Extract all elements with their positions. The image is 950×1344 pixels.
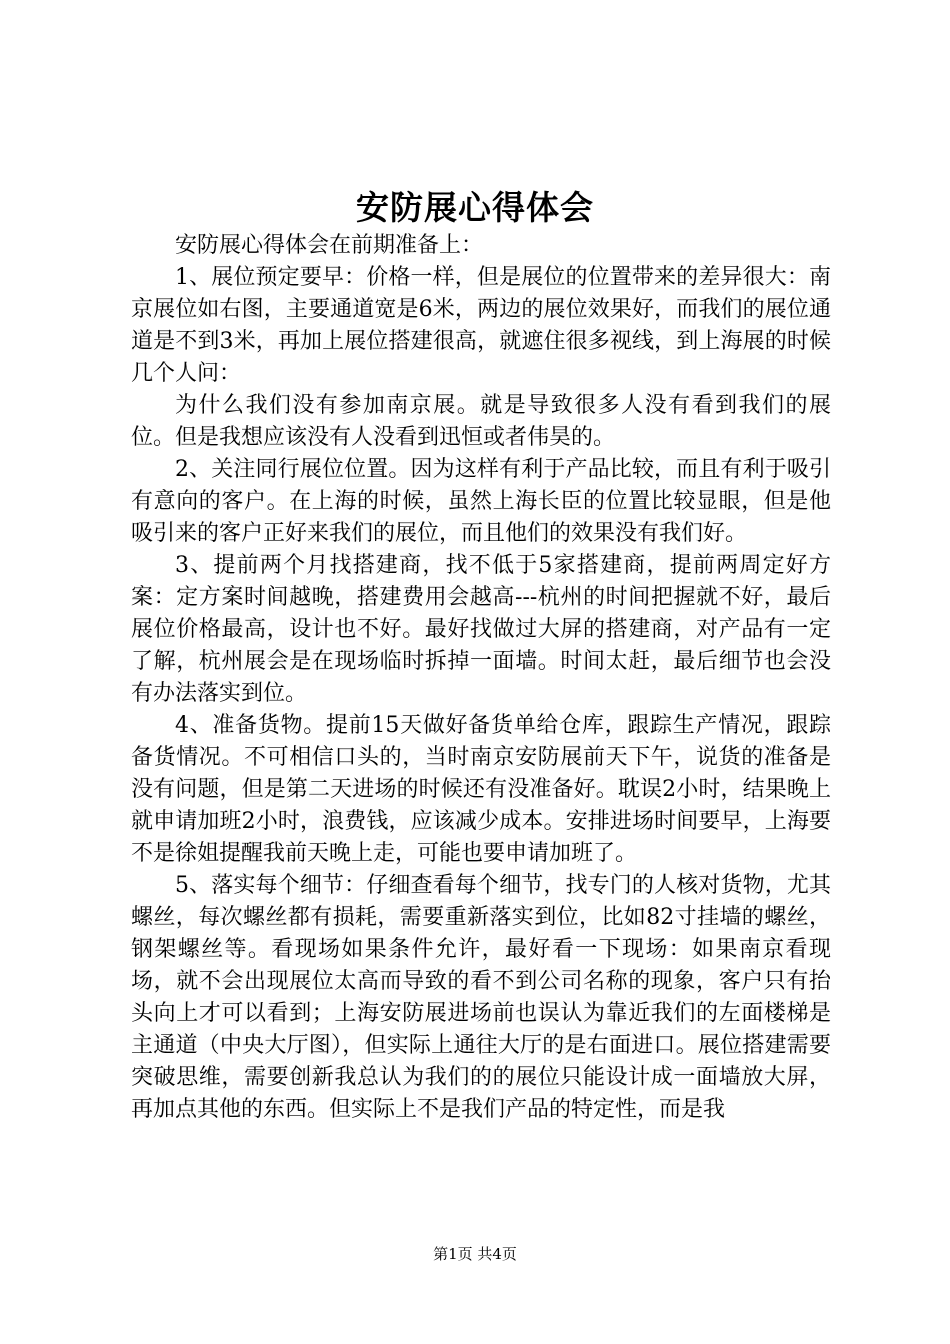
document-body (131, 230, 831, 1126)
document-title: 安防展心得体会 (356, 188, 594, 227)
paragraph-point-5: 5、落实每个细节：仔细查看每个细节，找专门的人核对货物，尤其螺丝，每次螺丝都有损耗，需要重新落实到位，比如82寸挂墙的螺丝，钢架螺丝等。看现场如果条件允许，最好看一下现场：如果南京看现场，就不会出现展位太高而导致的看不到公司名称的现象，客户只有抬头向上才可以看到；上海安防展进场前也误认为靠近我们的左面楼梯是主通道（中央大厅图），但实际上通往大厅的是右面进口。展位搭建需要突破思维，需要创新我总认为我们的的展位只能设计成一面墙放大屏，再加点其他的东西。但实际上不是我们产品的特定性，而是我 (131, 873, 831, 1122)
paragraph-point-4: 4、准备货物。提前15天做好备货单给仓库，跟踪生产情况，跟踪备货情况。不可相信口头的，当时南京安防展前天下午，说货的准备是没有问题，但是第二天进场的时候还有没准备好。耽误2小时，结果晚上就申请加班2小时，浪费钱，应该减少成本。安排进场时间要早，上海要不是徐姐提醒我前天晚上走，可能也要申请加班了。 (131, 713, 831, 866)
page-number-footer: 第1页 共4页 (433, 1245, 517, 1263)
paragraph-intro: 安防展心得体会在前期准备上： (175, 233, 484, 258)
paragraph-point-3: 3、提前两个月找搭建商，找不低于5家搭建商，提前两周定好方案：定方案时间越晚，搭建费用会越高---杭州的时间把握就不好，最后展位价格最高，设计也不好。最好找做过大屏的搭建商，对产品有一定了解，杭州展会是在现场临时拆掉一面墙。时间太赶，最后细节也会没有办法落实到位。 (131, 553, 831, 706)
paragraph-point-2: 2、关注同行展位位置。因为这样有利于产品比较，而且有利于吸引有意向的客户。在上海的时候，虽然上海长臣的位置比较显眼，但是他吸引来的客户正好来我们的展位，而且他们的效果没有我们好。 (131, 457, 831, 546)
paragraph-point-1-continued: 为什么我们没有参加南京展。就是导致很多人没有看到我们的展位。但是我想应该没有人没看到迅恒或者伟昊的。 (131, 393, 831, 450)
paragraph-point-1: 1、展位预定要早：价格一样，但是展位的位置带来的差异很大：南京展位如右图，主要通道宽是6米，两边的展位效果好，而我们的展位通道是不到3米，再加上展位搭建很高，就遮住很多视线，到上海展的时候几个人问： (131, 265, 831, 386)
